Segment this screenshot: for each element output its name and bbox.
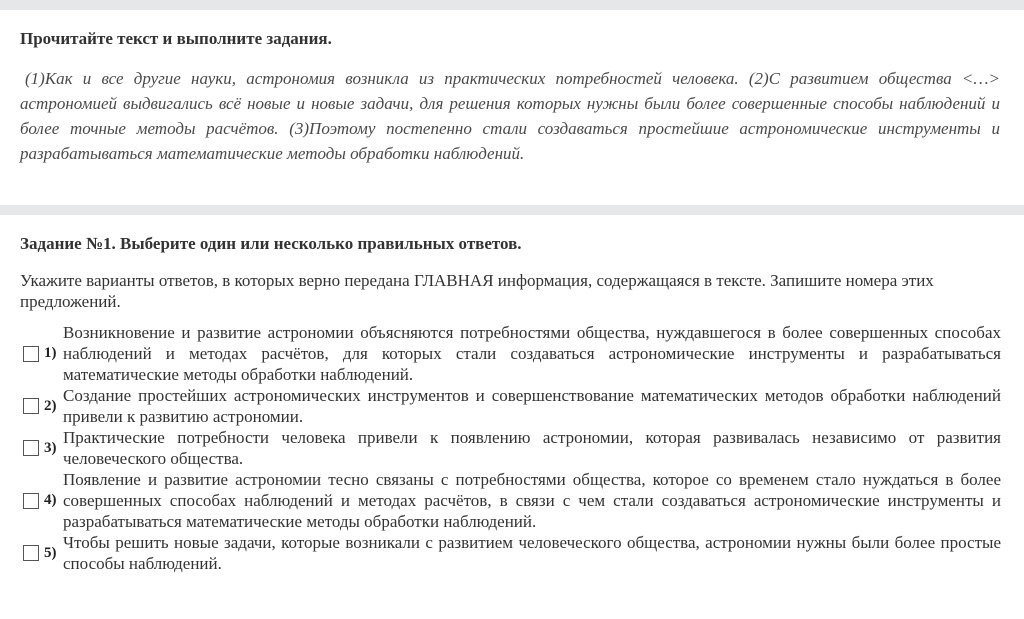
answer-text-4: Появление и развитие астрономии тесно связаны с потребностями общества, которое со временем стало нуждаться в более совершенных способах наблюдений и методах расчётов, в связи с чем стали создаваться астрономические инструменты и разрабатываться математические методы обработки наблюдений. bbox=[63, 470, 1001, 531]
answer-text-3: Практические потребности человека привели к появлению астрономии, которая развивалась независимо от развития человеческого общества. bbox=[63, 428, 1001, 468]
answer-checkbox-2[interactable] bbox=[23, 398, 39, 414]
answer-number-2: 2) bbox=[44, 397, 57, 414]
answer-checkbox-4[interactable] bbox=[23, 493, 39, 509]
section-divider-band bbox=[0, 205, 1024, 215]
answer-number-4: 4) bbox=[44, 492, 57, 508]
task-instruction: Укажите варианты ответов, в которых верно передана ГЛАВНАЯ информация, содержащаяся в тексте. Запишите номера этих предложений. bbox=[20, 271, 934, 311]
answer-checkbox-1[interactable] bbox=[23, 346, 39, 362]
answer-option-4[interactable] bbox=[20, 469, 1001, 532]
answer-text-2: Создание простейших астрономических инструментов и совершенствование математических методов обработки наблюдений привели к развитию астрономии. bbox=[63, 386, 1001, 426]
answer-number-3: 3) bbox=[44, 439, 57, 456]
answer-number-1: 1) bbox=[44, 345, 57, 361]
answer-option-3[interactable] bbox=[20, 427, 1001, 469]
answer-option-5[interactable] bbox=[20, 532, 1001, 574]
top-divider-band bbox=[0, 0, 1024, 10]
answer-checkbox-5[interactable] bbox=[23, 545, 39, 561]
answer-options-list bbox=[20, 322, 1001, 574]
task-title: Задание №1. Выберите один или несколько правильных ответов. bbox=[20, 234, 522, 253]
answer-option-1[interactable] bbox=[20, 322, 1001, 385]
answer-number-5: 5) bbox=[44, 544, 57, 561]
answer-text-1: Возникновение и развитие астрономии объясняются потребностями общества, нуждавшегося в более совершенных способах наблюдений и методах расчётов, для которых стали создаваться астрономические инструменты и разрабатываться математические методы обработки наблюдений. bbox=[63, 323, 1001, 384]
answer-text-5: Чтобы решить новые задачи, которые возникали с развитием человеческого общества, астрономии нужны были более простые способы наблюдений. bbox=[63, 533, 1001, 573]
answer-checkbox-3[interactable] bbox=[23, 440, 39, 456]
answer-option-2[interactable] bbox=[20, 385, 1001, 427]
reading-title: Прочитайте текст и выполните задания. bbox=[20, 29, 332, 48]
reading-passage: (1)Как и все другие науки, астрономия возникла из практических потребностей человека. (2)С развитием общества <…> астрономией выдвигались всё новые и новые задачи, для решения которых нужны были более совершенные способы наблюдений и более точные методы расчётов. (3)Поэтому постепенно стали создаваться простейшие астрономические инструменты и разрабатываться математические методы обработки наблюдений. bbox=[20, 69, 1000, 163]
